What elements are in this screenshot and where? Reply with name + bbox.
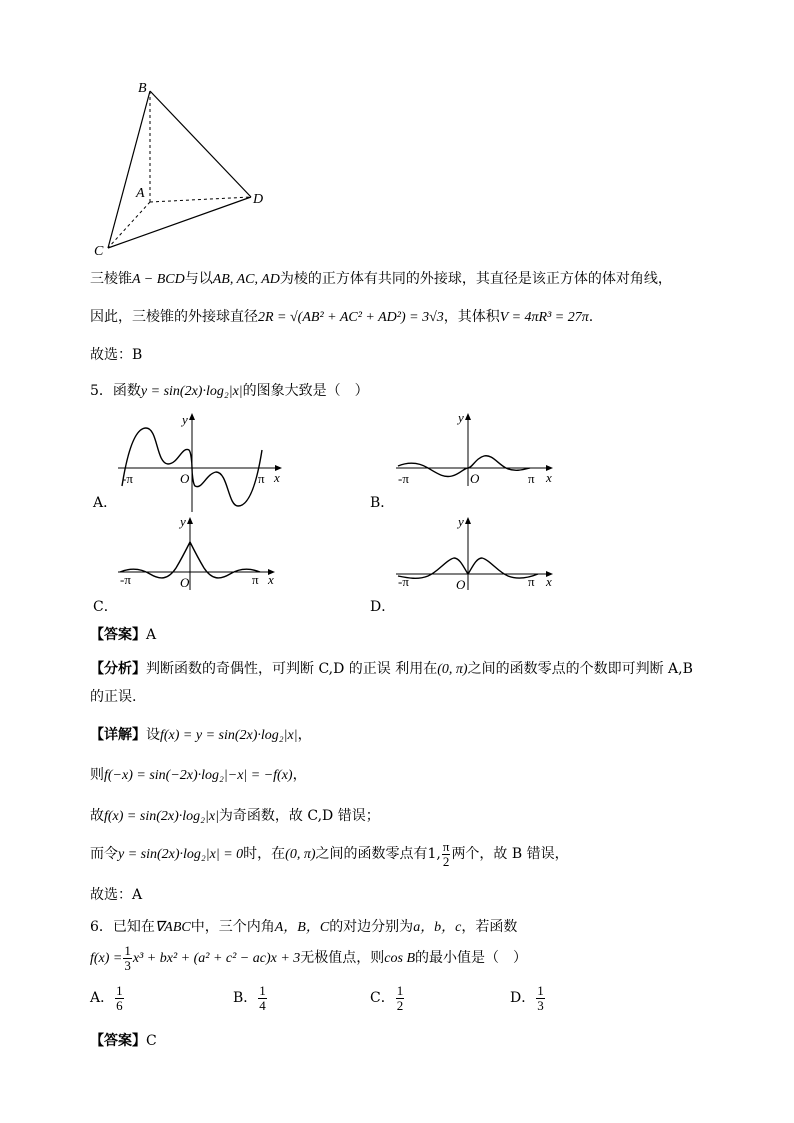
detail-text: ，: [297, 727, 312, 743]
detail-expr: f(x) = y = sin(2x)·log₂|x|: [160, 728, 298, 743]
y-label: y: [458, 514, 464, 529]
q4-text: 因此，三棱锥的外接球直径: [90, 309, 258, 325]
q5-stem: [90, 380, 369, 400]
vertex-c: C: [94, 244, 104, 259]
q6-option-d: D． $\frac{1}{3}$: [510, 983, 544, 1013]
analysis-text: 之间的函数零点的个数即可判断 A,B: [467, 661, 693, 677]
q6-text: ，若函数: [461, 919, 518, 935]
q5-choice: 故选：A: [90, 887, 143, 903]
tetrahedron-figure: [88, 76, 278, 261]
q6-expr: A，B，C: [274, 920, 330, 935]
x-label: x: [546, 574, 552, 589]
neg-pi-label: -π: [122, 471, 133, 486]
neg-pi-label: -π: [398, 574, 409, 589]
detail-expr: f(x) = sin(2x)·log₂|x|: [104, 809, 219, 824]
q6-expr: cos B: [384, 951, 416, 967]
pi-label: π: [252, 572, 259, 587]
pi-label: π: [528, 574, 535, 589]
q5-detail-4: [90, 840, 569, 868]
analysis-text: 判断函数的奇偶性，可判断 C,D 的正误 利用在: [146, 661, 438, 677]
option-a-label: A．: [93, 495, 118, 511]
q4-text: 与以: [184, 271, 213, 287]
detail-tag: 【详解】: [90, 727, 146, 743]
q6-expr: x³ + bx² + (a² + c² − ac)x + 3: [132, 951, 301, 967]
y-arrow: [465, 517, 471, 524]
one-third: $\frac{1}{3}$: [124, 943, 131, 973]
graph-c: [110, 512, 290, 592]
q6-answer: [90, 1030, 157, 1050]
vertex-b: B: [138, 81, 147, 96]
x-label: x: [268, 572, 274, 587]
answer-tag: 【答案】: [90, 1033, 146, 1049]
q4-expr: V = 4πR³ = 27π: [499, 310, 589, 325]
q4-choice: 故选：B: [90, 347, 143, 363]
detail-text: 1,: [427, 846, 441, 863]
graph-b: [388, 408, 568, 488]
q6-text: 6．已知在: [90, 919, 155, 935]
analysis-tag: 【分析】: [90, 661, 146, 677]
q5-detail-1: [90, 724, 312, 744]
detail-text: 而令: [90, 846, 118, 863]
detail-text: 设: [146, 727, 160, 743]
y-arrow: [465, 413, 471, 420]
q6-stem-2: [90, 944, 527, 972]
analysis-expr: (0, π): [437, 662, 468, 677]
q6-option-a: A． $\frac{1}{6}$: [90, 983, 123, 1013]
q6-text: 无极值点，则: [300, 950, 385, 967]
q4-expr: A − BCD: [132, 272, 185, 287]
q5-text: 的图象大致是（ ）: [242, 383, 369, 399]
origin-label: O: [456, 577, 466, 592]
y-label: y: [458, 410, 464, 425]
detail-text: 为奇函数，故 C,D 错误；: [218, 808, 380, 824]
neg-pi-label: -π: [120, 572, 131, 587]
vertex-a: A: [136, 186, 145, 201]
detail-expr: f(−x) = sin(−2x)·log₂|−x| = −f(x): [104, 768, 293, 783]
y-arrow: [189, 413, 195, 420]
origin-label: O: [470, 471, 480, 486]
q5-analysis-1: [90, 658, 693, 678]
detail-expr: y = sin(2x)·log₂|x| = 0: [118, 847, 244, 863]
detail-text: 故: [90, 808, 104, 824]
q4-line2: [90, 306, 593, 326]
q5-expr: y = sin(2x)·log₂|x|: [140, 384, 243, 399]
origin-label: O: [180, 575, 190, 590]
pi-over-2: $\frac{\pi}{2}$: [442, 839, 450, 869]
q4-line1: [90, 268, 672, 288]
q6-stem-1: [90, 916, 517, 936]
detail-text: ，: [292, 767, 307, 783]
curve: [398, 456, 530, 477]
answer-value: C: [146, 1033, 157, 1049]
q4-text: .: [588, 309, 594, 325]
detail-text: 两个，故 B 错误，: [451, 846, 569, 863]
edge-ad: [150, 197, 251, 202]
q6-expr: f(x) =: [90, 951, 123, 967]
detail-text: 时，在: [243, 846, 286, 863]
y-label: y: [180, 514, 186, 529]
graph-d: [388, 512, 568, 592]
x-label: x: [546, 470, 552, 485]
q4-expr: 2R = √(AB² + AC² + AD²) = 3√3: [258, 310, 444, 325]
q5-answer: [90, 624, 156, 644]
q4-text: 三棱锥: [90, 271, 132, 287]
q4-text: ，其体积: [443, 309, 500, 325]
q5-analysis-2: 的正误.: [90, 689, 137, 705]
q6-expr: ∇ABC: [154, 920, 191, 935]
origin-label: O: [180, 471, 190, 486]
y-arrow: [187, 517, 193, 524]
x-label: x: [274, 470, 280, 485]
option-b-label: B．: [370, 495, 395, 511]
graph-a: [110, 408, 290, 513]
q4-text: 为棱的正方体有共同的外接球，其直径是该正方体的体对角线，: [279, 271, 672, 287]
q6-text: 的最小值是（ ）: [415, 950, 528, 967]
option-c-label: C．: [93, 599, 118, 615]
pi-label: π: [258, 471, 265, 486]
q4-expr: AB, AC, AD: [212, 272, 280, 287]
neg-pi-label: -π: [398, 471, 409, 486]
q5-text: 5．函数: [90, 383, 141, 399]
q5-detail-2: [90, 764, 307, 784]
pi-label: π: [528, 471, 535, 486]
detail-text: 则: [90, 767, 104, 783]
y-label: y: [182, 412, 188, 427]
edge-cd: [108, 197, 251, 248]
q6-option-b: B． $\frac{1}{4}$: [233, 983, 266, 1013]
answer-tag: 【答案】: [90, 627, 146, 643]
q6-text: 的对边分别为: [329, 919, 414, 935]
detail-text: 之间的函数零点有: [315, 846, 428, 863]
q6-expr: a，b，c: [413, 920, 462, 935]
vertex-d: D: [253, 192, 264, 207]
q6-text: 中，三个内角: [190, 919, 275, 935]
q5-detail-3: [90, 805, 380, 825]
option-d-label: D．: [370, 599, 396, 615]
answer-value: A: [146, 627, 157, 643]
detail-expr: (0, π): [285, 847, 316, 863]
q6-option-c: C． $\frac{1}{2}$: [370, 983, 404, 1013]
edge-bd: [150, 91, 251, 197]
